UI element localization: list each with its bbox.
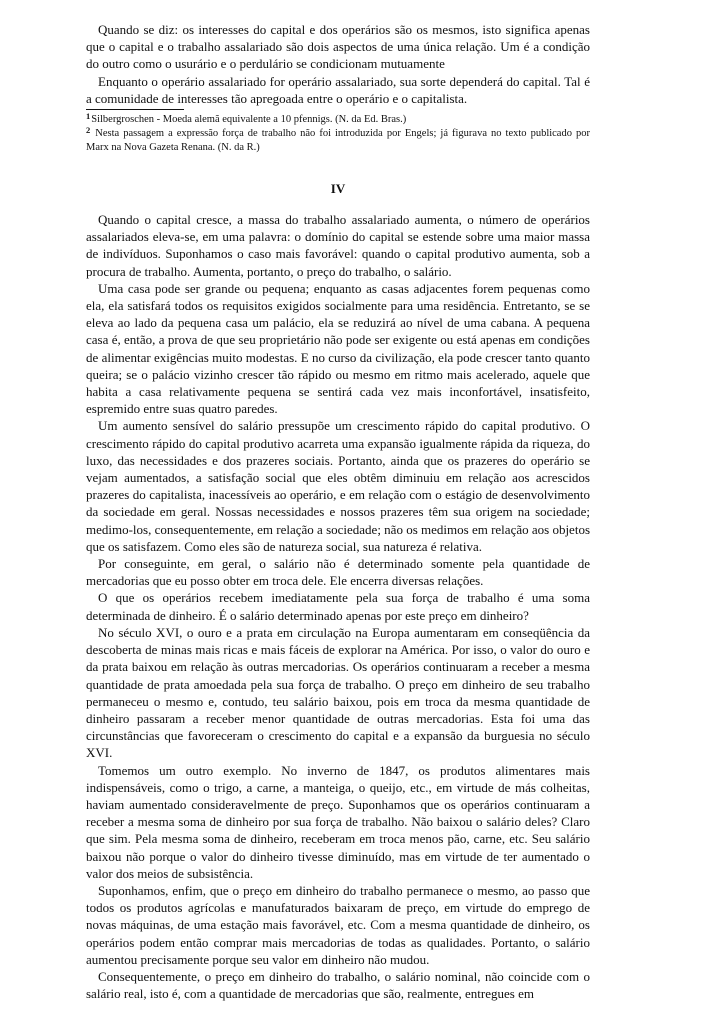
body-paragraph-9: Consequentemente, o preço em dinheiro do trabalho, o salário nominal, não coincide com o salário real, isto é, com a quantidade de mercadorias que são, realmente, entregues em <box>86 968 590 1002</box>
footnote-2-mark: 2 <box>86 125 91 136</box>
body-paragraph-8: Suponhamos, enfim, que o preço em dinheiro do trabalho permanece o mesmo, ao passo que todos os produtos agrícolas e manufaturados baixaram de preço, em virtude do emprego de novas máquinas, de uma estação mais favorável, etc. Com a mesma quantidade de dinheiro, os operários podem então comprar mais mercadorias de todas as qualidades. Portanto, o salário aumentou precisamente porque seu valor em dinheiro não mudou. <box>86 882 590 967</box>
intro-paragraph-2: Enquanto o operário assalariado for operário assalariado, sua sorte dependerá do capital. Tal é a comunidade de interesses tão apregoada entre o operário e o capitalista. <box>86 73 590 106</box>
body-paragraph-7: Tomemos um outro exemplo. No inverno de 1847, os produtos alimentares mais indispensáveis, como o trigo, a carne, a manteiga, o queijo, etc., em virtude de más colheitas, haviam aumentado consideravelmente de preço. Suponhamos que os operários continuaram a receber a mesma soma de dinheiro por sua força de trabalho. Não baixou o salário deles? Claro que sim. Pela mesma soma de dinheiro, receberam em troca menos pão, carne, etc. Seu salário baixou não porque o valor do dinheiro tivesse diminuído, mas em virtude de ter aumentado o valor dos meios de subsistência. <box>86 762 590 881</box>
body-paragraph-5: O que os operários recebem imediatamente pela sua força de trabalho é uma soma determinada de dinheiro. É o salário determinado apenas por este preço em dinheiro? <box>86 590 590 623</box>
footnote-1-text: Silbergroschen - Moeda alemã equivalente a 10 pfennigs. (N. da Ed. Bras.) <box>91 114 407 126</box>
footnote-1-mark: 1 <box>86 111 91 122</box>
body-paragraph-4: Por conseguinte, em geral, o salário não é determinado somente pela quantidade de mercadorias que eu posso obter em troca dele. Ele encerra diversas relações. <box>86 556 590 589</box>
footnote-divider <box>86 109 184 110</box>
body-paragraph-1: Quando o capital cresce, a massa do trabalho assalariado aumenta, o número de operários assalariados eleva-se, em uma palavra: o domínio do capital se estende sobre uma maior massa de indivíduos. Suponhamos o caso mais favorável: quando o capital produtivo aumenta, sob a procura de trabalho. Aumenta, portanto, o preço do trabalho, o salário. <box>86 212 590 279</box>
body-paragraph-6: No século XVI, o ouro e a prata em circulação na Europa aumentaram em conseqüência da descoberta de minas mais ricas e mais fáceis de explorar na América. Por isso, o valor do ouro e da prata baixou em relação às outras mercadorias. Os operários continuaram a receber a mesma quantidade de prata amoedada pela sua força de trabalho. O preço em dinheiro de seu trabalho permaneceu o mesmo e, contudo, teu salário baixou, pois em troca da mesma quantidade de dinheiro passaram a receber menor quantidade de outras mercadorias. Esta foi uma das circunstâncias que favoreceram o crescimento do capital e a expansão da burguesia no século XVI. <box>86 624 590 761</box>
section-heading: IV <box>330 181 346 197</box>
footnote-1 <box>86 113 590 127</box>
document-page <box>86 21 590 1002</box>
body-paragraph-3: Um aumento sensível do salário pressupõe um crescimento rápido do capital produtivo. O crescimento rápido do capital produtivo acarreta uma expansão igualmente rápida da riqueza, do luxo, das necessidades e dos prazeres sociais. Portanto, ainda que os prazeres do operário se vejam aumentados, a satisfação social que eles obtêm diminuiu em relação aos acrescidos prazeres do capitalista, inacessíveis ao operário, e em relação com o estágio de desenvolvimento da sociedade em geral. Nossas necessidades e nossos prazeres têm sua origem na sociedade; medimo-los, consequentemente, em relação a sociedade; não os medimos em relação aos objetos que os satisfazem. Como eles são de natureza social, sua natureza é relativa. <box>86 418 590 554</box>
body-paragraph-2: Uma casa pode ser grande ou pequena; enquanto as casas adjacentes forem pequenas como ela, ela satisfará todos os requisitos exigidos socialmente para uma residência. Entretanto, se se eleva ao lado da pequena casa um palácio, ela se reduzirá ao nível de uma cabana. A pequena casa é, então, a prova de que seu proprietário não pode ser exigente ou está apenas em condições de alimentar exigências muito modestas. E no curso da civilização, ela pode crescer tanto quanto queira; se o palácio vizinho crescer tão rápido ou mesmo em ritmo mais acelerado, aquele que habita a casa relativamente pequena se sentirá cada vez mais inconfortável, insatisfeito, espremido entre suas quatro paredes. <box>86 280 590 417</box>
intro-paragraph-1: Quando se diz: os interesses do capital e dos operários são os mesmos, isto significa apenas que o capital e o trabalho assalariado são dois aspectos de uma única relação. Um é a condição do outro como o usurário e o perdulário se condicionam mutuamente <box>86 22 590 72</box>
footnote-2 <box>86 127 590 155</box>
footnote-2-text: Nesta passagem a expressão força de trabalho não foi introduzida por Engels; já figurava no texto publicado por Marx na Nova Gazeta Renana. (N. da R.) <box>86 128 590 154</box>
